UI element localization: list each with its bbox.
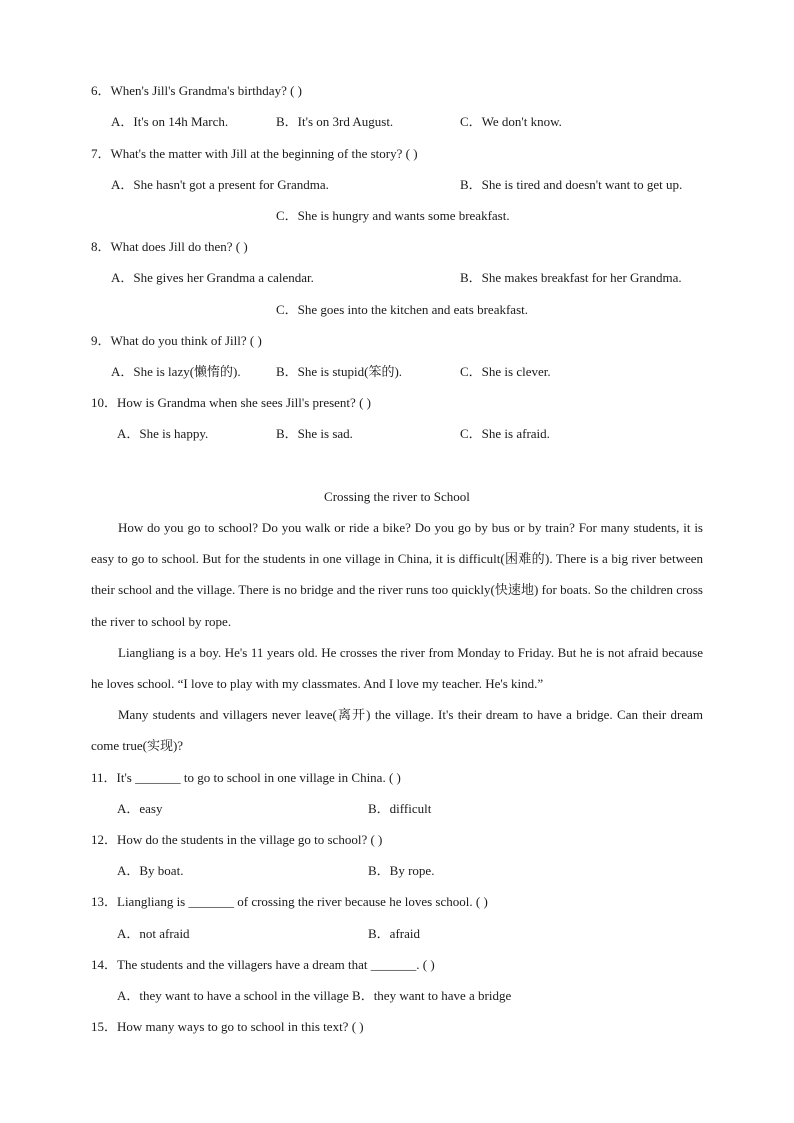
question-10-stem: 10．How is Grandma when she sees Jill's present? ( ) — [91, 395, 371, 410]
question-10-option-a[interactable]: A．She is happy. — [117, 426, 209, 441]
question-8-option-b[interactable]: B．She makes breakfast for her Grandma. — [460, 270, 682, 285]
question-13-option-a[interactable]: A．not afraid — [117, 926, 190, 941]
passage-paragraph-1 — [91, 512, 703, 637]
question-11-stem: 11．It's _______ to go to school in one village in China. ( ) — [91, 770, 401, 785]
question-7-stem: 7．What's the matter with Jill at the beginning of the story? ( ) — [91, 146, 418, 161]
question-11-option-b[interactable]: B．difficult — [368, 801, 432, 816]
passage-paragraph-2 — [91, 637, 703, 699]
question-12-stem: 12．How do the students in the village go to school? ( ) — [91, 832, 383, 847]
question-15-stem: 15．How many ways to go to school in this text? ( ) — [91, 1019, 364, 1034]
question-8-option-c[interactable]: C．She goes into the kitchen and eats breakfast. — [276, 302, 528, 317]
question-8-option-a[interactable]: A．She gives her Grandma a calendar. — [111, 270, 314, 285]
question-7-option-a[interactable]: A．She hasn't got a present for Grandma. — [111, 177, 329, 192]
question-9-option-c[interactable]: C．She is clever. — [460, 364, 551, 379]
question-6-stem: 6．When's Jill's Grandma's birthday? ( ) — [91, 83, 303, 98]
question-13-stem: 13．Liangliang is _______ of crossing the river because he loves school. ( ) — [91, 894, 488, 909]
question-12-option-b[interactable]: B．By rope. — [368, 863, 435, 878]
question-6-option-c[interactable]: C．We don't know. — [460, 114, 562, 129]
passage-paragraph-2-text: Liangliang is a boy. He's 11 years old. He crosses the river from Monday to Friday. But he is not afraid because he loves school. “I love to play with my classmates. And I love my teacher. He's kind.” — [91, 645, 703, 692]
question-10-option-b[interactable]: B．She is sad. — [276, 426, 353, 441]
question-9-stem: 9．What do you think of Jill? ( ) — [91, 333, 262, 348]
question-9-option-b[interactable]: B．She is stupid(笨的). — [276, 364, 403, 379]
question-7-option-b[interactable]: B．She is tired and doesn't want to get up. — [460, 177, 683, 192]
question-9-option-a[interactable]: A．She is lazy(懒惰的). — [111, 364, 241, 379]
question-8-stem: 8．What does Jill do then? ( ) — [91, 239, 248, 254]
question-13-option-b[interactable]: B．afraid — [368, 926, 420, 941]
question-7-option-c[interactable]: C．She is hungry and wants some breakfast. — [276, 208, 510, 223]
question-6-option-a[interactable]: A．It's on 14h March. — [111, 114, 229, 129]
question-11-option-a[interactable]: A．easy — [117, 801, 163, 816]
question-10-option-c[interactable]: C．She is afraid. — [460, 426, 550, 441]
question-14-stem: 14．The students and the villagers have a dream that _______. ( ) — [91, 957, 435, 972]
question-12-option-a[interactable]: A．By boat. — [117, 863, 184, 878]
question-14-options[interactable]: A．they want to have a school in the village B．they want to have a bridge — [117, 988, 512, 1003]
passage-paragraph-1-text: How do you go to school? Do you walk or ride a bike? Do you go by bus or by train? For many students, it is easy to go to school. But for the students in one village in China, it is difficult(困难的). There is a big river between their school and the village. There is no bridge and the river runs too quickly(快速地) for boats. So the children cross the river to school by rope. — [91, 520, 703, 629]
question-6-option-b[interactable]: B．It's on 3rd August. — [276, 114, 394, 129]
passage-paragraph-3-text: Many students and villagers never leave(离开) the village. It's their dream to have a bridge. Can their dream come true(实现)? — [91, 707, 703, 754]
passage-paragraph-3 — [91, 699, 703, 761]
passage-title: Crossing the river to School — [324, 489, 470, 504]
